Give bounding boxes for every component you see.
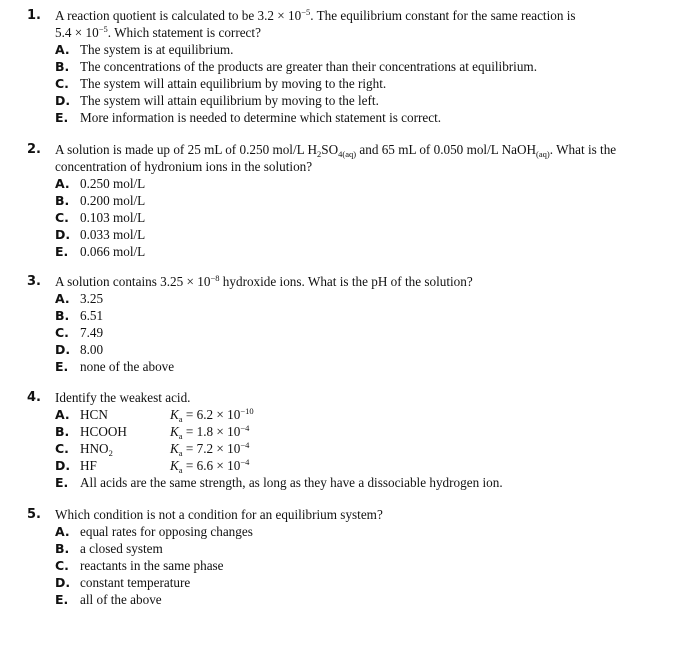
ka-value: $K_a = 1.8 \times 10^{-4}$: [170, 423, 250, 441]
answer-options: [55, 41, 670, 126]
question-number: 4.: [27, 390, 41, 405]
option-b[interactable]: B. a closed system: [55, 541, 163, 556]
option-a[interactable]: A. equal rates for opposing changes: [55, 524, 253, 539]
answer-options: [55, 175, 670, 260]
option-e[interactable]: E. none of the above: [55, 359, 175, 374]
option-b[interactable]: B. 0.200 mol/L: [55, 193, 146, 208]
option-d[interactable]: D. 0.033 mol/L: [55, 227, 146, 242]
option-c[interactable]: C. The system will attain equilibrium by moving to the right.: [55, 76, 387, 91]
question-number: 5.: [27, 507, 41, 522]
option-a[interactable]: A. 0.250 mol/L: [55, 176, 146, 191]
option-c[interactable]: C. $HNO_2$ $K_a = 7.2 \times 10^{-4}$: [55, 440, 250, 458]
option-e[interactable]: E. all of the above: [55, 592, 162, 607]
question-stem: A solution is made up of 25 mL of 0.250 mol/L $H_2SO_{4(aq)}$ and 65 mL of 0.050 mol/L NaOH$_{(aq)}$. What is the concentration of hydronium ions in the solution?: [55, 142, 617, 174]
option-d[interactable]: D. HF $K_a = 6.6 \times 10^{-4}$: [55, 457, 250, 475]
option-e[interactable]: E. More information is needed to determine which statement is correct.: [55, 110, 442, 125]
answer-options: [55, 523, 670, 608]
ka-value: $K_a = 6.2 \times 10^{-10}$: [170, 406, 254, 424]
option-a[interactable]: A. The system is at equilibrium.: [55, 42, 234, 57]
ka-value: $K_a = 6.6 \times 10^{-4}$: [170, 457, 250, 475]
option-c[interactable]: C. 0.103 mol/L: [55, 210, 146, 225]
answer-options: [55, 406, 670, 491]
question-number: 1.: [27, 8, 41, 23]
option-b[interactable]: B. HCOOH $K_a = 1.8 \times 10^{-4}$: [55, 423, 250, 441]
question-stem: A reaction quotient is calculated to be $3.2 \times 10^{-5}$. The equilibrium constant for the same reaction is $5.4 \times 10^{-5}$. Which statement is correct?: [55, 7, 576, 40]
answer-options: [55, 290, 670, 375]
option-c[interactable]: C. 7.49: [55, 325, 104, 340]
option-a[interactable]: A. HCN $K_a = 6.2 \times 10^{-10}$: [55, 406, 254, 424]
option-b[interactable]: B. 6.51: [55, 308, 104, 323]
question-number: 3.: [27, 274, 41, 289]
option-d[interactable]: D. constant temperature: [55, 575, 191, 590]
option-a[interactable]: A. 3.25: [55, 291, 104, 306]
question-stem: Identify the weakest acid.: [55, 390, 191, 405]
option-e[interactable]: E. 0.066 mol/L: [55, 244, 146, 259]
option-e[interactable]: E. All acids are the same strength, as long as they have a dissociable hydrogen ion.: [55, 475, 503, 490]
question-number: 2.: [27, 142, 41, 157]
option-d[interactable]: D. 8.00: [55, 342, 104, 357]
option-d[interactable]: D. The system will attain equilibrium by moving to the left.: [55, 93, 379, 108]
option-b[interactable]: B. The concentrations of the products are greater than their concentrations at equilibrium.: [55, 59, 537, 74]
question-stem: Which condition is not a condition for an equilibrium system?: [55, 507, 383, 522]
question-stem: A solution contains $3.25 \times 10^{-8}$ hydroxide ions. What is the pH of the solution?: [55, 273, 473, 289]
option-c[interactable]: C. reactants in the same phase: [55, 558, 224, 573]
ka-value: $K_a = 7.2 \times 10^{-4}$: [170, 440, 250, 458]
